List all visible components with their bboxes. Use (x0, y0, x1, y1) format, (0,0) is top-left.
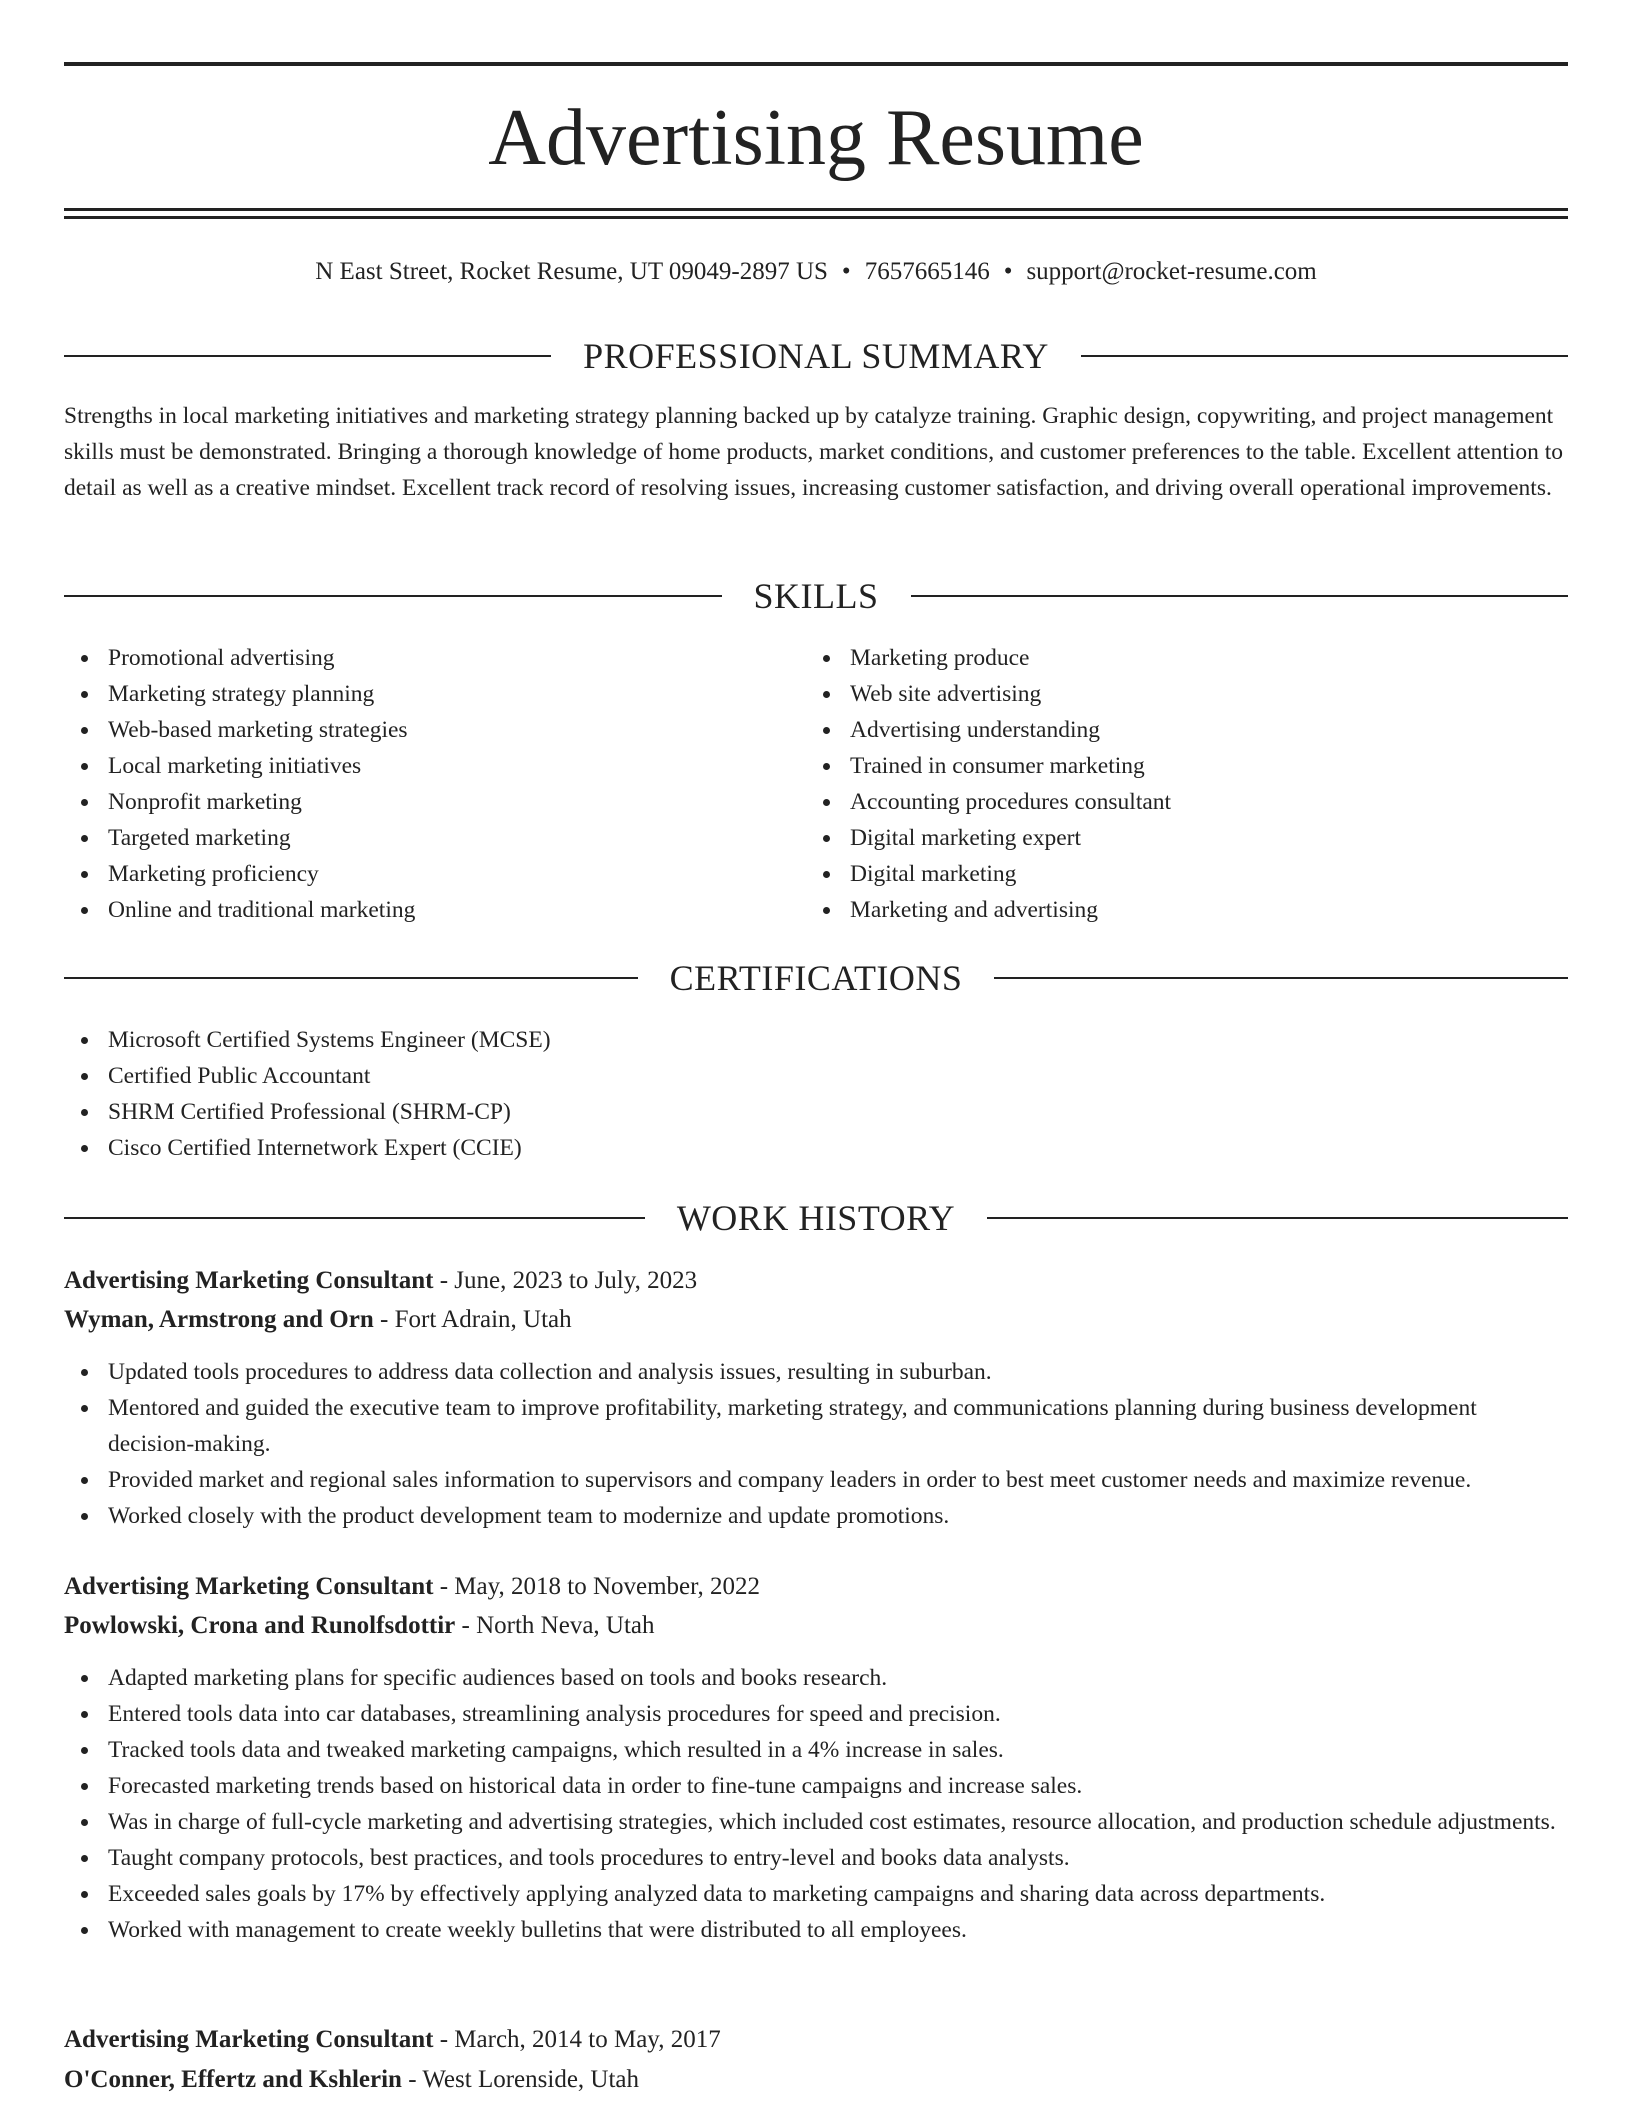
job-bullets (64, 1354, 1568, 1534)
job-bullet: Adapted marketing plans for specific audiences based on tools and books research. (64, 1660, 1568, 1696)
job-employer-line (64, 2062, 1568, 2098)
skill-item: Advertising understanding (806, 712, 1546, 748)
contact-email: support@rocket-resume.com (1026, 258, 1317, 285)
title-rule-lower (64, 216, 1568, 219)
job-bullet: Mentored and guided the executive team to improve profitability, marketing strategy, and communications planning during business development decision-making. (64, 1390, 1568, 1462)
section-heading-summary (64, 334, 1568, 378)
job-bullets (64, 1660, 1568, 1948)
summary-text: Strengths in local marketing initiatives and marketing strategy planning backed up by catalyze training. Graphic design, copywriting, and project management skills must be demonstrated. Bringing a thorough knowledge of home products, market conditions, and customer preferences to the table. Excellent attention to detail as well as a creative mindset. Excellent track record of resolving issues, increasing customer satisfaction, and driving overall operational improvements. (64, 403, 1564, 501)
section-heading-skills (64, 574, 1568, 618)
job-bullet: Forecasted marketing trends based on historical data in order to fine-tune campaigns and increase sales. (64, 1768, 1568, 1804)
skill-item: Marketing strategy planning (64, 676, 804, 712)
resume-title: Advertising Resume (488, 94, 1144, 182)
section-title: WORK HISTORY (676, 1198, 956, 1238)
certification-item: SHRM Certified Professional (SHRM-CP) (64, 1094, 1568, 1130)
certification-item: Microsoft Certified Systems Engineer (MCSE) (64, 1022, 1568, 1058)
job-bullet: Updated tools procedures to address data collection and analysis issues, resulting in suburban. (64, 1354, 1568, 1390)
job-location: - Fort Adrain, Utah (373, 1306, 572, 1333)
skill-item: Targeted marketing (64, 820, 804, 856)
divider-line (987, 1217, 1568, 1219)
contact-separator: • (841, 258, 851, 285)
skill-item: Marketing and advertising (806, 892, 1546, 928)
job-bullet: Was in charge of full-cycle marketing and advertising strategies, which included cost estimates, resource allocation, and production schedule adjustments. (64, 1804, 1568, 1840)
divider-line (64, 595, 722, 597)
divider-line (1081, 355, 1568, 357)
contact-address: N East Street, Rocket Resume, UT 09049-2897 US (315, 258, 828, 285)
job-title: Advertising Marketing Consultant (64, 1267, 434, 1294)
job-employer: Wyman, Armstrong and Orn (64, 1306, 374, 1333)
divider-line (64, 977, 638, 979)
skill-item: Marketing proficiency (64, 856, 804, 892)
job-dates: - June, 2023 to July, 2023 (433, 1267, 698, 1294)
section-heading-certifications (64, 956, 1568, 1000)
job-dates: - March, 2014 to May, 2017 (433, 2026, 721, 2053)
job-bullet: Tracked tools data and tweaked marketing campaigns, which resulted in a 4% increase in sales. (64, 1732, 1568, 1768)
job-title: Advertising Marketing Consultant (64, 1573, 434, 1600)
job-bullet: Worked with management to create weekly bulletins that were distributed to all employees. (64, 1912, 1568, 1948)
title-rule-upper (64, 208, 1568, 211)
certification-item: Cisco Certified Internetwork Expert (CCIE) (64, 1130, 1568, 1166)
certification-item: Certified Public Accountant (64, 1058, 1568, 1094)
job-title-line (64, 1263, 1568, 1299)
contact-line (64, 255, 1568, 289)
skills-list-left (64, 640, 804, 928)
job-location: - North Neva, Utah (455, 1612, 655, 1639)
skill-item: Local marketing initiatives (64, 748, 804, 784)
divider-line (911, 595, 1569, 597)
section-title: SKILLS (753, 576, 879, 616)
skill-item: Online and traditional marketing (64, 892, 804, 928)
certifications-list (64, 1022, 1568, 1166)
divider-line (994, 977, 1568, 979)
skill-item: Web-based marketing strategies (64, 712, 804, 748)
skill-item: Trained in consumer marketing (806, 748, 1546, 784)
skill-item: Web site advertising (806, 676, 1546, 712)
job-bullet: Taught company protocols, best practices, and tools procedures to entry-level and books data analysts. (64, 1840, 1568, 1876)
job-employer-line (64, 1608, 1568, 1644)
section-title: CERTIFICATIONS (669, 958, 963, 998)
job-bullet: Provided market and regional sales information to supervisors and company leaders in order to best meet customer needs and maximize revenue. (64, 1462, 1568, 1498)
skill-item: Digital marketing expert (806, 820, 1546, 856)
job-dates: - May, 2018 to November, 2022 (433, 1573, 760, 1600)
job-bullet: Entered tools data into car databases, streamlining analysis procedures for speed and precision. (64, 1696, 1568, 1732)
divider-line (64, 1217, 645, 1219)
skill-item: Nonprofit marketing (64, 784, 804, 820)
job-location: - West Lorenside, Utah (401, 2066, 640, 2093)
job-bullet: Worked closely with the product development team to modernize and update promotions. (64, 1498, 1568, 1534)
job-employer: Powlowski, Crona and Runolfsdottir (64, 1612, 456, 1639)
section-heading-work-history (64, 1196, 1568, 1240)
job-title: Advertising Marketing Consultant (64, 2026, 434, 2053)
job-title-line (64, 1569, 1568, 1605)
skill-item: Accounting procedures consultant (806, 784, 1546, 820)
skill-item: Promotional advertising (64, 640, 804, 676)
skill-item: Marketing produce (806, 640, 1546, 676)
skill-item: Digital marketing (806, 856, 1546, 892)
job-title-line (64, 2022, 1568, 2058)
divider-line (64, 355, 551, 357)
job-employer-line (64, 1302, 1568, 1338)
top-rule (64, 62, 1568, 66)
job-bullet: Exceeded sales goals by 17% by effectively applying analyzed data to marketing campaigns and sharing data across departments. (64, 1876, 1568, 1912)
contact-phone: 7657665146 (864, 258, 990, 285)
contact-separator: • (1003, 258, 1013, 285)
skills-list-right (806, 640, 1546, 928)
job-employer: O'Conner, Effertz and Kshlerin (64, 2066, 402, 2093)
section-title: PROFESSIONAL SUMMARY (583, 336, 1049, 376)
